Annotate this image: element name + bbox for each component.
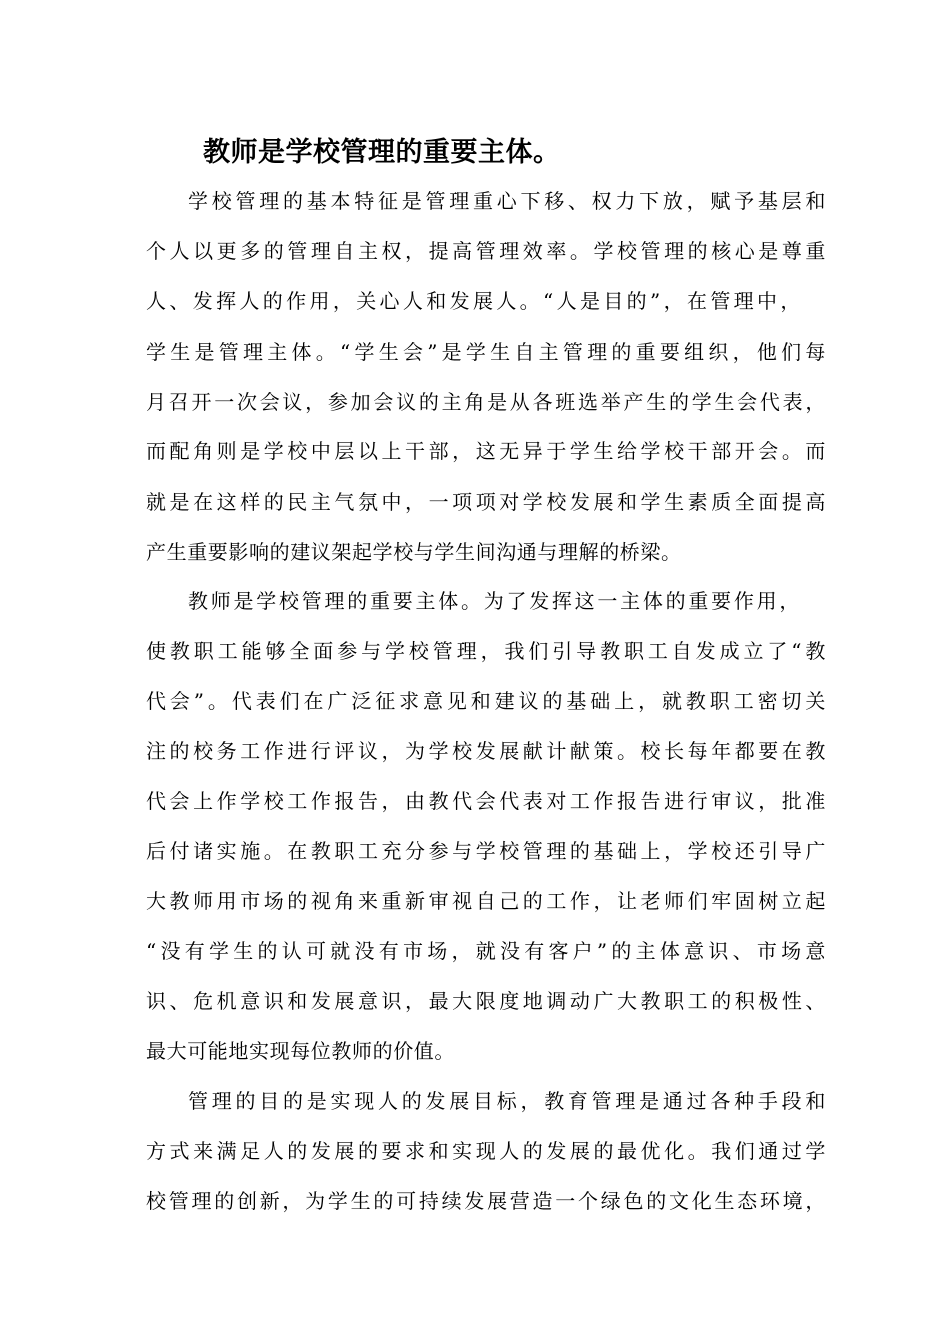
- text-line: 使教职工能够全面参与学校管理，我们引导教职工自发成立了“教: [146, 639, 826, 663]
- text-line: 人、发挥人的作用，关心人和发展人。“人是目的”，在管理中，: [146, 289, 801, 313]
- document-title: 教师是学校管理的重要主体。: [203, 137, 561, 168]
- text-line: 学校管理的基本特征是管理重心下移、权力下放，赋予基层和: [188, 189, 826, 213]
- text-line: 学生是管理主体。“学生会”是学生自主管理的重要组织，他们每: [146, 340, 826, 364]
- text-line: 代会上作学校工作报告，由教代会代表对工作报告进行审议，批准: [146, 789, 826, 813]
- text-line: 注的校务工作进行评议，为学校发展献计献策。校长每年都要在教: [146, 739, 826, 763]
- text-line: 教师是学校管理的重要主体。为了发挥这一主体的重要作用，: [188, 589, 800, 613]
- text-line: 最大可能地实现每位教师的价值。: [146, 1039, 455, 1063]
- text-line: 就是在这样的民主气氛中，一项项对学校发展和学生素质全面提高: [146, 490, 826, 514]
- text-line: 识、危机意识和发展意识，最大限度地调动广大教职工的积极性、: [146, 989, 826, 1013]
- text-line: 代会”。代表们在广泛征求意见和建议的基础上，就教职工密切关: [146, 689, 826, 713]
- text-line: “没有学生的认可就没有市场，就没有客户”的主体意识、市场意: [146, 939, 826, 963]
- text-line: 个人以更多的管理自主权，提高管理效率。学校管理的核心是尊重: [146, 239, 826, 263]
- text-line: 产生重要影响的建议架起学校与学生间沟通与理解的桥梁。: [146, 540, 682, 564]
- text-line: 而配角则是学校中层以上干部，这无异于学生给学校干部开会。而: [146, 439, 826, 463]
- text-line: 校管理的创新，为学生的可持续发展营造一个绿色的文化生态环境，: [146, 1189, 826, 1213]
- text-line: 方式来满足人的发展的要求和实现人的发展的最优化。我们通过学: [146, 1139, 826, 1163]
- text-line: 后付诸实施。在教职工充分参与学校管理的基础上，学校还引导广: [146, 839, 826, 863]
- text-line: 月召开一次会议，参加会议的主角是从各班选举产生的学生会代表，: [146, 390, 826, 414]
- text-line: 大教师用市场的视角来重新审视自己的工作，让老师们牢固树立起: [146, 889, 826, 913]
- text-line: 管理的目的是实现人的发展目标，教育管理是通过各种手段和: [188, 1089, 826, 1113]
